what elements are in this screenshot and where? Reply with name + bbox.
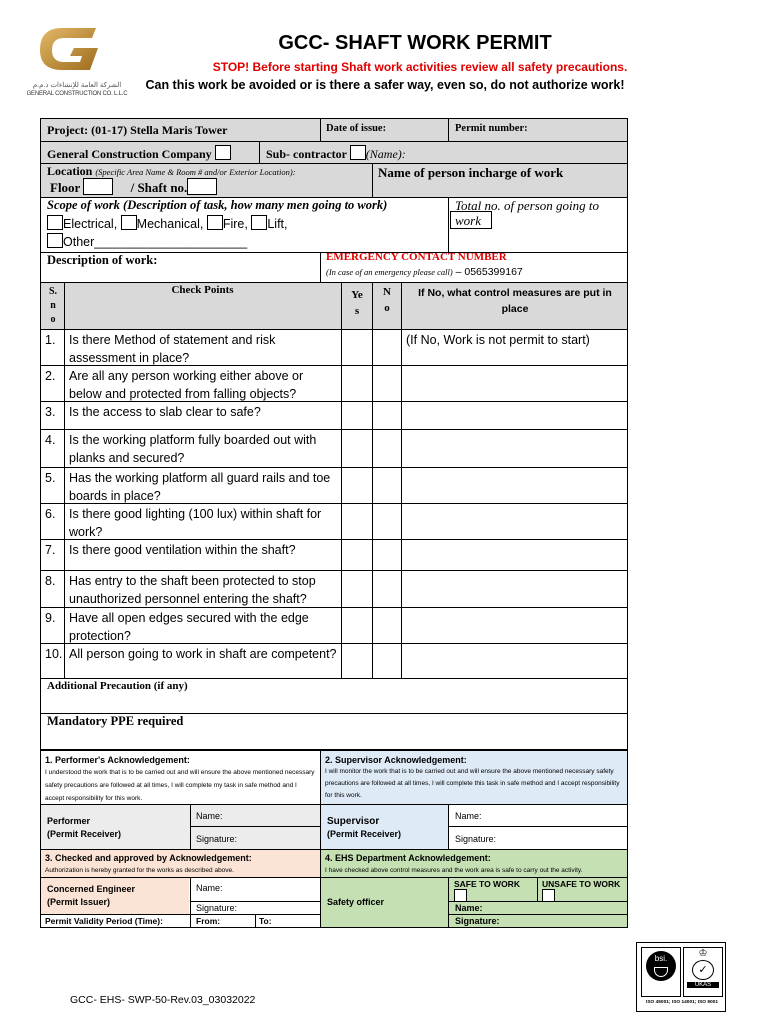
company-name-english: GENERAL CONSTRUCTION CO. L.L.C <box>26 91 128 97</box>
performer-name-label: Name: <box>196 811 223 821</box>
emergency-contact-line <box>326 266 523 278</box>
floor-shaft-row <box>50 178 217 196</box>
performer-signature-label: Signature: <box>196 834 238 844</box>
check-point-text: Is the access to slab clear to safe? <box>69 405 261 419</box>
additional-precaution-input[interactable] <box>41 694 627 712</box>
subcontractor-checkbox[interactable] <box>350 145 366 160</box>
checklist-row <box>41 402 627 429</box>
supervisor-role-text: Supervisor <box>327 816 380 827</box>
total-persons-input[interactable] <box>450 211 492 229</box>
yes-cell[interactable] <box>342 330 372 365</box>
ukas-badge <box>683 947 723 997</box>
check-point-text: Is there good lighting (100 lux) within shaft for work? <box>69 507 322 539</box>
checklist-row <box>41 330 627 365</box>
safety-officer-signature-label: Signature: <box>455 916 500 926</box>
checklist-row <box>41 571 627 607</box>
total-persons-label: Total no. of person going to work <box>455 198 599 228</box>
row-number: 9. <box>45 611 56 625</box>
row-number: 7. <box>45 543 56 557</box>
performer-role-text: Performer <box>47 816 91 826</box>
check-point-text: Has the working platform all guard rails and toe boards in place? <box>69 471 331 503</box>
location-hint: (Specific Area Name & Room # and/or Exterior Location): <box>95 167 296 177</box>
supervisor-ack-title: 2. Supervisor Acknowledgement: <box>325 755 467 765</box>
floor-label: Floor <box>50 180 81 195</box>
company-name-arabic: الشركة العامة للإنشاءات ذ.م.م <box>32 82 122 89</box>
other-checkbox[interactable] <box>47 233 63 248</box>
scope-label: Scope of work (Description of task, how many men going to work) <box>47 198 388 212</box>
no-cell[interactable] <box>373 608 401 643</box>
col-sno: S. n o <box>48 286 58 325</box>
permit-number-label: Permit number: <box>455 123 528 134</box>
floor-input[interactable] <box>83 178 113 195</box>
yes-cell[interactable] <box>342 571 372 607</box>
company-name: General Construction Company <box>47 147 212 161</box>
bsi-icon <box>646 951 676 981</box>
safety-officer-name-label: Name: <box>455 903 483 913</box>
other-option <box>47 233 247 249</box>
checklist-row <box>41 430 627 467</box>
iso-text: ISO 45001; ISO 14001; ISO 9001 <box>646 1000 718 1005</box>
yes-cell[interactable] <box>342 402 372 429</box>
description-label: Description of work: <box>47 253 158 267</box>
ukas-text: UKAS <box>687 982 719 988</box>
safe-to-work-checkbox[interactable] <box>454 889 467 902</box>
other-label: Other______________________ <box>63 235 248 249</box>
row-number: 4. <box>45 433 56 447</box>
yes-cell[interactable] <box>342 608 372 643</box>
company-logo-icon <box>22 24 132 76</box>
lift-checkbox[interactable] <box>251 215 267 230</box>
engineer-role <box>47 883 135 909</box>
to-label: To: <box>259 916 272 926</box>
check-point-text: Is the working platform fully boarded out with planks and secured? <box>69 433 317 465</box>
fire-checkbox[interactable] <box>207 215 223 230</box>
validity-label: Permit Validity Period (Time): <box>45 916 163 926</box>
engineer-sub-text: (Permit Issuer) <box>47 897 111 907</box>
yes-cell[interactable] <box>342 366 372 401</box>
safety-officer-label: Safety officer <box>327 897 385 907</box>
supervisor-signature-label: Signature: <box>455 834 497 844</box>
subcontractor-text: Sub- contractor <box>266 147 347 161</box>
project-label: Project: (01-17) Stella Maris Tower <box>47 123 228 137</box>
bsi-text: bsi. <box>654 954 668 963</box>
supervisor-role <box>327 815 401 841</box>
safe-to-work <box>454 879 520 902</box>
additional-precaution-label: Additional Precaution (if any) <box>47 680 188 692</box>
row-number: 6. <box>45 507 56 521</box>
row-number: 3. <box>45 405 56 419</box>
certification-badges <box>636 942 726 1012</box>
performer-ack-text: I understood the work that is to be carried out and will ensure the above mentioned necessary safety precautions are followed at all times, I will complete my task in safe method and I accept responsibility for this work. <box>45 769 315 802</box>
check-point-text: Have all open edges secured with the edge protection? <box>69 611 309 643</box>
unsafe-to-work-checkbox[interactable] <box>542 889 555 902</box>
location-text: Location <box>47 164 93 178</box>
control-measure-cell[interactable]: (If No, Work is not permit to start) <box>406 333 590 347</box>
electrical-label: Electrical, <box>63 217 118 231</box>
row-number: 8. <box>45 574 56 588</box>
row-number: 2. <box>45 369 56 383</box>
no-cell[interactable] <box>373 430 401 467</box>
check-point-text: Is there Method of statement and risk assessment in place? <box>69 333 276 365</box>
checklist-row <box>41 540 627 570</box>
row-number: 1. <box>45 333 56 347</box>
checklist-row <box>41 366 627 401</box>
ukas-tick-icon: ✓ <box>692 960 714 980</box>
no-cell[interactable] <box>373 330 401 365</box>
emergency-number: – 0565399167 <box>455 266 523 278</box>
emergency-hint: (In case of an emergency please call) <box>326 267 453 277</box>
document-code: GCC- EHS- SWP-50-Rev.03_03032022 <box>70 994 256 1006</box>
checklist-row <box>41 468 627 503</box>
no-cell[interactable] <box>373 366 401 401</box>
check-point-text: Are all any person working either above or below and protected from falling objects? <box>69 369 304 401</box>
ehs-ack-text: I have checked above control measures and the work area is safe to carry out the activity. <box>325 867 583 874</box>
unsafe-to-work <box>542 879 620 902</box>
no-cell[interactable] <box>373 468 401 503</box>
lift-label: Lift, <box>267 217 288 231</box>
subcontractor-name-label: (Name): <box>365 147 406 161</box>
engineer-signature-label: Signature: <box>196 903 238 913</box>
col-control-measures: If No, what control measures are put in place <box>418 287 612 315</box>
checklist-row <box>41 504 627 539</box>
row-number: 10. <box>45 647 63 661</box>
stop-notice: STOP! Before starting Shaft work activities review all safety precautions. <box>212 60 628 74</box>
mechanical-checkbox[interactable] <box>121 215 137 230</box>
checked-approved-text: Authorization is hereby granted for the works as described above. <box>45 867 234 874</box>
col-check-points: Check Points <box>171 284 234 296</box>
checklist-row <box>41 644 627 678</box>
crown-icon: ♔ <box>698 948 708 959</box>
no-cell[interactable] <box>373 402 401 429</box>
subcontractor-label <box>266 145 406 162</box>
row-number: 5. <box>45 471 56 485</box>
company-checkbox[interactable] <box>215 145 231 160</box>
yes-cell[interactable] <box>342 468 372 503</box>
check-point-text: Has entry to the shaft been protected to stop unauthorized personnel entering the shaft? <box>69 574 316 606</box>
ehs-ack-title: 4. EHS Department Acknowledgement: <box>325 853 491 863</box>
location-label <box>47 164 296 179</box>
bsi-badge <box>641 947 681 997</box>
mechanical-label: Mechanical, <box>136 217 204 231</box>
checked-approved-title: 3. Checked and approved by Acknowledgement: <box>45 853 252 863</box>
supervisor-sub-text: (Permit Receiver) <box>327 829 402 839</box>
yes-cell[interactable] <box>342 504 372 539</box>
unsafe-to-work-label: UNSAFE TO WORK <box>542 879 621 889</box>
yes-cell[interactable] <box>342 430 372 467</box>
supervisor-name-label: Name: <box>455 811 482 821</box>
safe-to-work-label: SAFE TO WORK <box>454 879 520 889</box>
person-incharge-label: Name of person incharge of work <box>378 165 564 180</box>
from-label: From: <box>196 916 221 926</box>
no-cell[interactable] <box>373 571 401 607</box>
date-of-issue-label: Date of issue: <box>326 123 387 134</box>
shaft-input[interactable] <box>187 178 217 195</box>
performer-sub-text: (Permit Receiver) <box>47 829 122 839</box>
yes-cell[interactable] <box>342 540 372 570</box>
col-no: N o <box>383 286 391 314</box>
performer-ack-title: 1. Performer's Acknowledgement: <box>45 755 190 765</box>
performer-role <box>47 815 121 841</box>
no-cell[interactable] <box>373 540 401 570</box>
no-cell[interactable] <box>373 644 401 678</box>
no-cell[interactable] <box>373 504 401 539</box>
yes-cell[interactable] <box>342 644 372 678</box>
company-logo <box>22 24 132 102</box>
emergency-contact-label: EMERGENCY CONTACT NUMBER <box>326 251 507 263</box>
engineer-name-label: Name: <box>196 883 223 893</box>
col-yes: Ye s <box>351 289 363 317</box>
scope-options <box>47 215 288 231</box>
check-point-text: Is there good ventilation within the shaft? <box>69 543 296 557</box>
company-label <box>47 145 231 162</box>
checklist-row <box>41 608 627 643</box>
supervisor-ack-text: I will monitor the work that is to be carried out and will ensure the above mentioned necessary safety precautions are followed at all times, I will complete this task in safe method and I accept responsibility for this work. <box>325 768 620 799</box>
electrical-checkbox[interactable] <box>47 215 63 230</box>
check-point-text: All person going to work in shaft are competent? <box>69 647 337 661</box>
engineer-role-text: Concerned Engineer <box>47 884 136 894</box>
permit-title: GCC- SHAFT WORK PERMIT <box>278 32 552 54</box>
fire-label: Fire, <box>222 217 248 231</box>
shaft-label: / Shaft no. <box>130 180 188 195</box>
ppe-label: Mandatory PPE required <box>47 714 184 728</box>
safety-question: Can this work be avoided or is there a safer way, even so, do not authorize work! <box>145 78 625 92</box>
